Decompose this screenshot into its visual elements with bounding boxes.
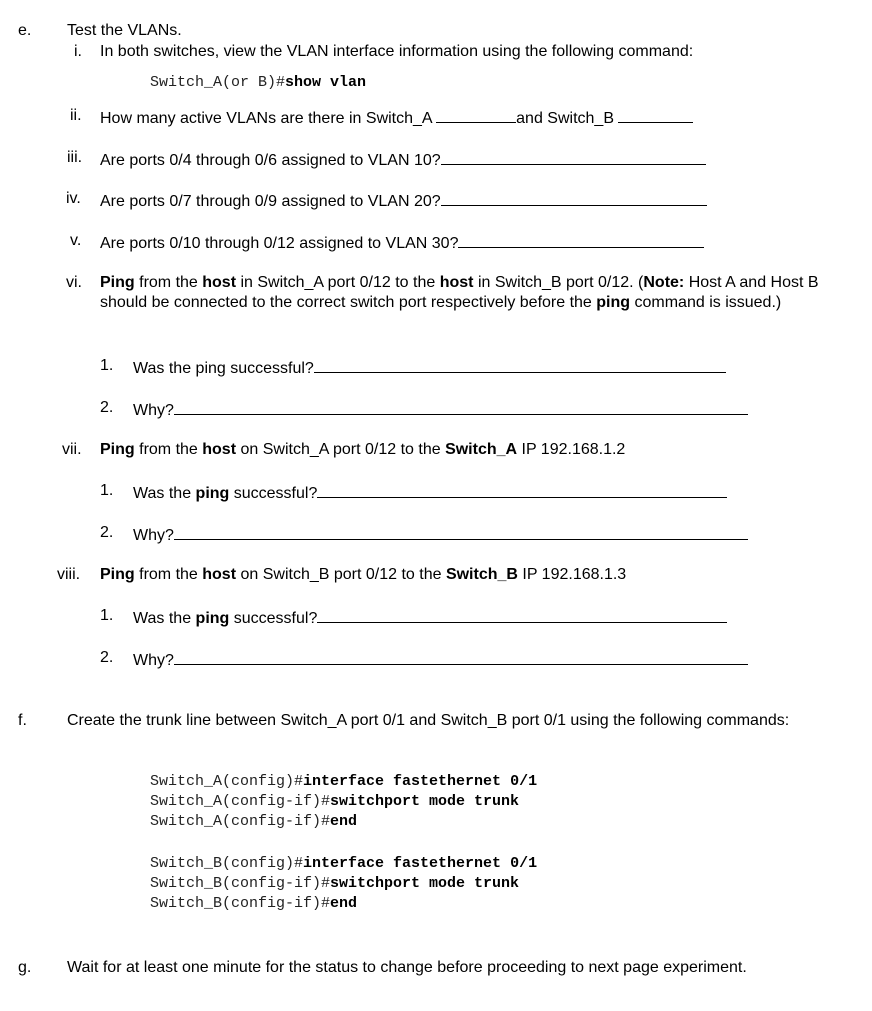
item-v — [100, 231, 704, 254]
item-ii-text-b: and Switch_B — [516, 110, 619, 127]
viii-q1-answer-blank[interactable] — [317, 606, 727, 623]
vii-q1-answer-blank[interactable] — [317, 481, 727, 498]
section-f-letter: f. — [18, 712, 27, 729]
vii-q2-number: 2. — [100, 524, 114, 541]
host-keyword: host — [439, 274, 474, 291]
item-vii-number: vii. — [62, 441, 82, 458]
section-f-text: Create the trunk line between Switch_A port 0/1 and Switch_B port 0/1 using the following commands: — [67, 712, 790, 729]
vii-q1-number: 1. — [100, 482, 114, 499]
item-iii-text: Are ports 0/4 through 0/6 assigned to VLAN 10? — [100, 152, 441, 169]
ping-keyword: ping — [195, 610, 230, 627]
switch-a-vlan-answer-blank[interactable] — [436, 106, 516, 123]
note-label: Note: — [643, 274, 685, 291]
command-line: Switch_A(config)#interface fastethernet 0/1 — [150, 773, 538, 790]
item-i-number: i. — [74, 43, 82, 60]
switch-a-command-block — [150, 772, 537, 832]
host-keyword: host — [202, 566, 237, 583]
item-iii-answer-blank[interactable] — [441, 148, 706, 165]
item-iv — [100, 189, 707, 212]
item-iii-number: iii. — [67, 149, 83, 166]
host-keyword: host — [202, 441, 237, 458]
viii-q2-number: 2. — [100, 649, 114, 666]
viii-q2-text: Why? — [133, 652, 174, 669]
vii-q1: Was the ping successful? — [133, 481, 727, 504]
switch-b-command-block — [150, 854, 537, 914]
vi-q2-text: Why? — [133, 402, 174, 419]
vi-q2-number: 2. — [100, 399, 114, 416]
section-g-text: Wait for at least one minute for the status to change before proceeding to next page experiment. — [67, 959, 747, 976]
show-vlan-command — [150, 73, 366, 93]
command-line: Switch_B(config)#interface fastethernet 0/1 — [150, 855, 538, 872]
vii-q2 — [133, 523, 748, 546]
viii-q2 — [133, 648, 748, 671]
item-ii-number: ii. — [70, 107, 82, 124]
item-iii — [100, 148, 706, 171]
item-iv-answer-blank[interactable] — [441, 189, 707, 206]
vii-q2-answer-blank[interactable] — [174, 523, 748, 540]
host-keyword: host — [202, 274, 237, 291]
item-v-number: v. — [70, 232, 82, 249]
item-viii-number: viii. — [57, 566, 81, 583]
switch-keyword: Switch_A — [445, 441, 518, 458]
command-line: Switch_B(config-if)#switchport mode trunk — [150, 875, 520, 892]
item-ii-text-a: How many active VLANs are there in Switch_A — [100, 110, 437, 127]
ping-keyword: Ping — [100, 441, 135, 458]
section-e-letter: e. — [18, 22, 32, 39]
vii-q2-text: Why? — [133, 527, 174, 544]
item-v-answer-blank[interactable] — [458, 231, 704, 248]
switch-b-vlan-answer-blank[interactable] — [618, 106, 693, 123]
viii-q2-answer-blank[interactable] — [174, 648, 748, 665]
command-text: show vlan — [285, 74, 367, 91]
section-e-title: Test the VLANs. — [67, 22, 182, 39]
vi-q1-number: 1. — [100, 357, 114, 374]
item-vi-text: Ping from the host in Switch_A port 0/12 to the host in Switch_B port 0/12. (Note: Host A and Host B should be connected to the correct switch port respectively before the ping command is issued.) — [100, 274, 819, 311]
command-line: Switch_A(config-if)#end — [150, 813, 358, 830]
item-vi-number: vi. — [66, 274, 82, 291]
item-ii — [100, 106, 693, 129]
ping-keyword: ping — [195, 485, 230, 502]
viii-q1: Was the ping successful? — [133, 606, 727, 629]
ping-keyword: ping — [596, 294, 631, 311]
vi-q1-text: Was the ping successful? — [133, 360, 314, 377]
ping-keyword: Ping — [100, 274, 135, 291]
command-prompt: Switch_A(or B)# — [150, 74, 286, 91]
item-vii-text: Ping from the host on Switch_A port 0/12 to the Switch_A IP 192.168.1.2 — [100, 441, 626, 458]
vi-q2-answer-blank[interactable] — [174, 398, 748, 415]
vi-q1 — [133, 356, 726, 379]
vi-q1-answer-blank[interactable] — [314, 356, 726, 373]
section-g-letter: g. — [18, 959, 32, 976]
item-viii-text: Ping from the host on Switch_B port 0/12 to the Switch_B IP 192.168.1.3 — [100, 566, 627, 583]
command-line: Switch_B(config-if)#end — [150, 895, 358, 912]
item-iv-text: Are ports 0/7 through 0/9 assigned to VLAN 20? — [100, 193, 441, 210]
ping-keyword: Ping — [100, 566, 135, 583]
item-iv-number: iv. — [66, 190, 81, 207]
vi-q2 — [133, 398, 748, 421]
item-v-text: Are ports 0/10 through 0/12 assigned to VLAN 30? — [100, 235, 459, 252]
command-line: Switch_A(config-if)#switchport mode trunk — [150, 793, 520, 810]
viii-q1-number: 1. — [100, 607, 114, 624]
switch-keyword: Switch_B — [445, 566, 518, 583]
item-i-text: In both switches, view the VLAN interface information using the following command: — [100, 43, 694, 60]
